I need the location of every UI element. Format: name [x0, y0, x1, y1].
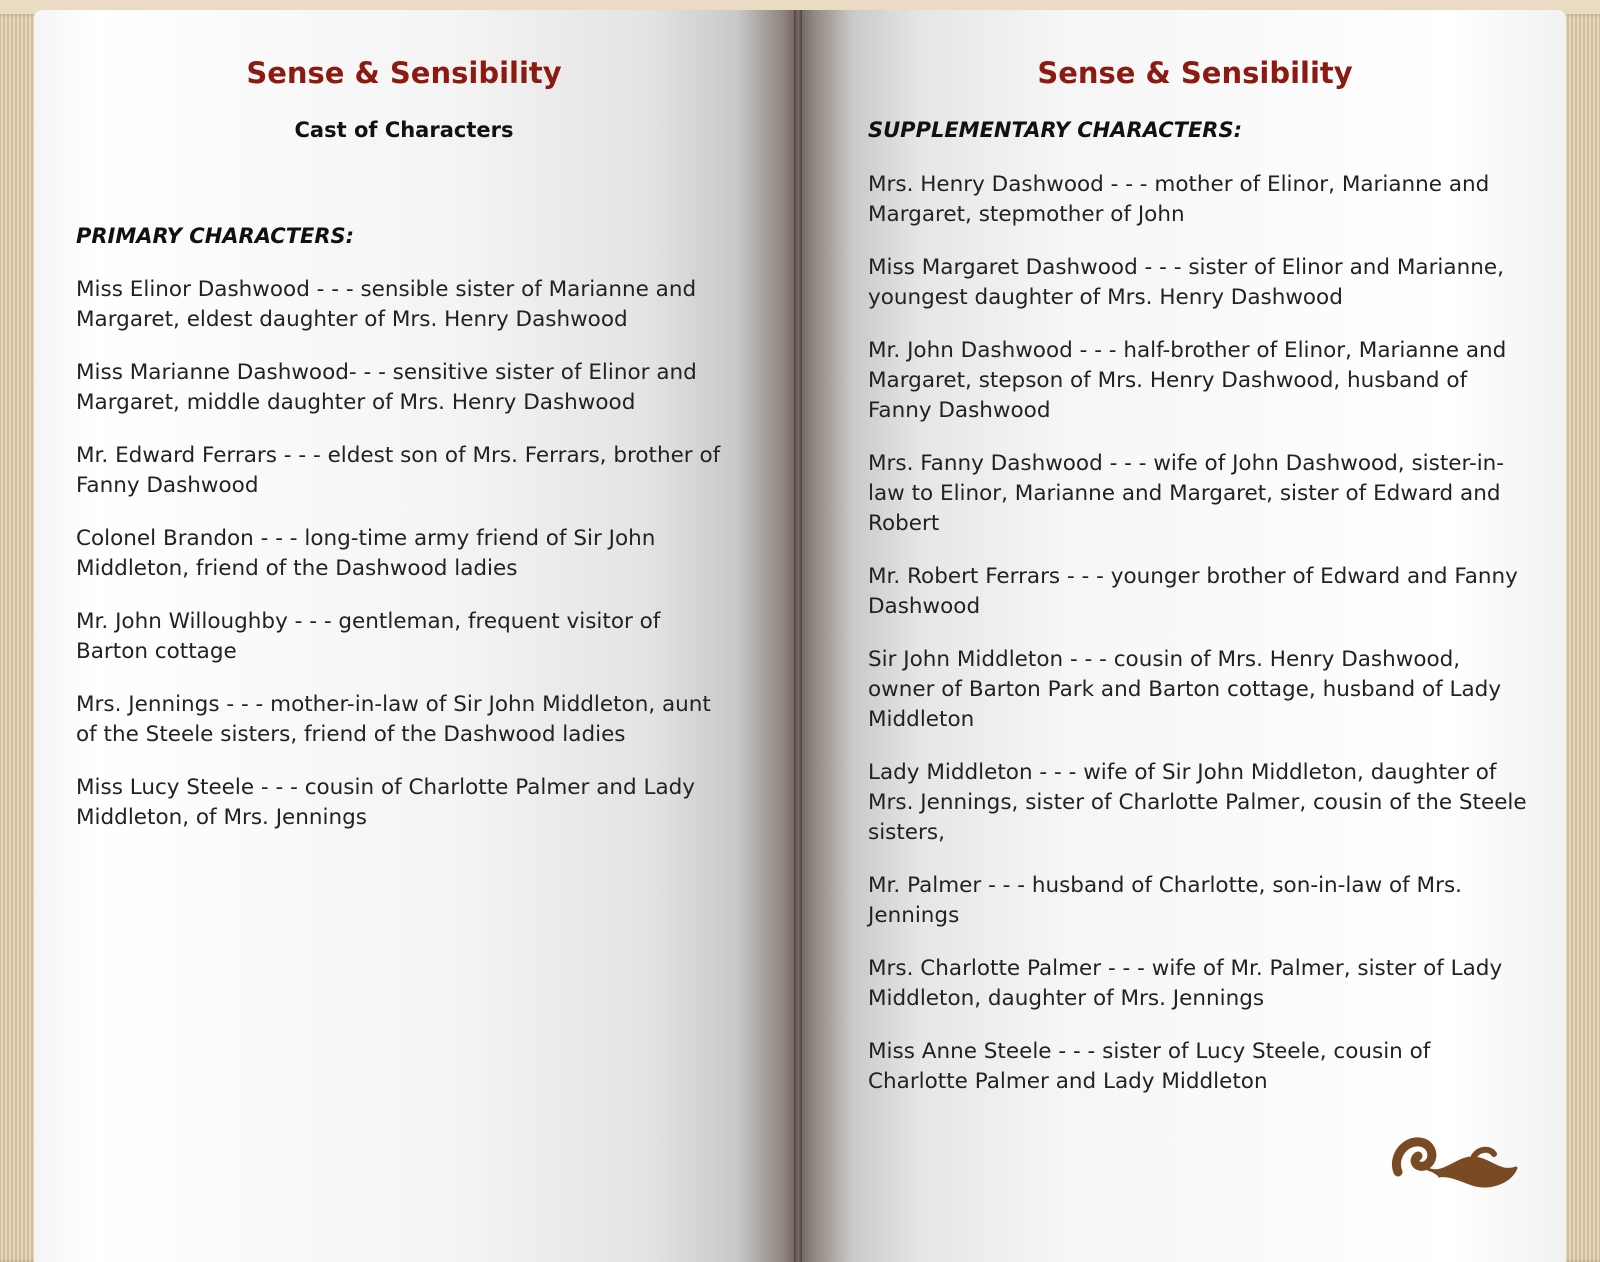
list-item: Mrs. Fanny Dashwood - - - wife of John Dashwood, sister-in-law to Elinor, Marianne and Margaret, sister of Edward and Robert — [868, 451, 1505, 536]
list-item: Mr. Edward Ferrars - - - eldest son of Mrs. Ferrars, brother of Fanny Dashwood — [76, 443, 721, 498]
primary-characters-heading: PRIMARY CHARACTERS: — [76, 224, 355, 248]
list-item: Mr. Robert Ferrars - - - younger brother of Edward and Fanny Dashwood — [868, 564, 1518, 619]
right-page-title: Sense & Sensibility — [1037, 56, 1353, 90]
list-item: Miss Marianne Dashwood- - - sensitive sister of Elinor and Margaret, middle daughter of Mrs. Henry Dashwood — [76, 360, 697, 415]
book-spine — [794, 10, 802, 1262]
left-page-subtitle: Cast of Characters — [294, 118, 514, 142]
list-item: Mr. John Dashwood - - - half-brother of Elinor, Marianne and Margaret, stepson of Mrs. Henry Dashwood, husband of Fanny Dashwood — [868, 338, 1507, 423]
primary-character-list — [76, 275, 736, 856]
flourish-ornament-icon — [1390, 1128, 1522, 1194]
supplementary-characters-heading: SUPPLEMENTARY CHARACTERS: — [868, 118, 1243, 142]
list-item: Miss Margaret Dashwood - - - sister of Elinor and Marianne, youngest daughter of Mrs. Henry Dashwood — [868, 255, 1504, 310]
list-item: Mrs. Charlotte Palmer - - - wife of Mr. Palmer, sister of Lady Middleton, daughter of Mrs. Jennings — [868, 956, 1503, 1011]
list-item: Mrs. Jennings - - - mother-in-law of Sir John Middleton, aunt of the Steele sisters, friend of the Dashwood ladies — [76, 692, 711, 747]
list-item: Mrs. Henry Dashwood - - - mother of Elinor, Marianne and Margaret, stepmother of John — [868, 172, 1490, 227]
list-item: Mr. Palmer - - - husband of Charlotte, son-in-law of Mrs. Jennings — [868, 873, 1462, 928]
list-item: Colonel Brandon - - - long-time army friend of Sir John Middleton, friend of the Dashwood ladies — [76, 526, 656, 581]
supplementary-character-list — [868, 170, 1528, 1120]
list-item: Sir John Middleton - - - cousin of Mrs. Henry Dashwood, owner of Barton Park and Barton cottage, husband of Lady Middleton — [868, 647, 1502, 732]
list-item: Miss Lucy Steele - - - cousin of Charlotte Palmer and Lady Middleton, of Mrs. Jennings — [76, 775, 696, 830]
list-item: Miss Anne Steele - - - sister of Lucy Steele, cousin of Charlotte Palmer and Lady Middleton — [868, 1039, 1431, 1094]
list-item: Lady Middleton - - - wife of Sir John Middleton, daughter of Mrs. Jennings, sister of Charlotte Palmer, cousin of the Steele sisters, — [868, 760, 1527, 845]
left-page-title: Sense & Sensibility — [246, 56, 562, 90]
list-item: Miss Elinor Dashwood - - - sensible sister of Marianne and Margaret, eldest daughter of Mrs. Henry Dashwood — [76, 277, 697, 332]
page-edges-right — [1560, 14, 1600, 1262]
list-item: Mr. John Willoughby - - - gentleman, frequent visitor of Barton cottage — [76, 609, 661, 664]
